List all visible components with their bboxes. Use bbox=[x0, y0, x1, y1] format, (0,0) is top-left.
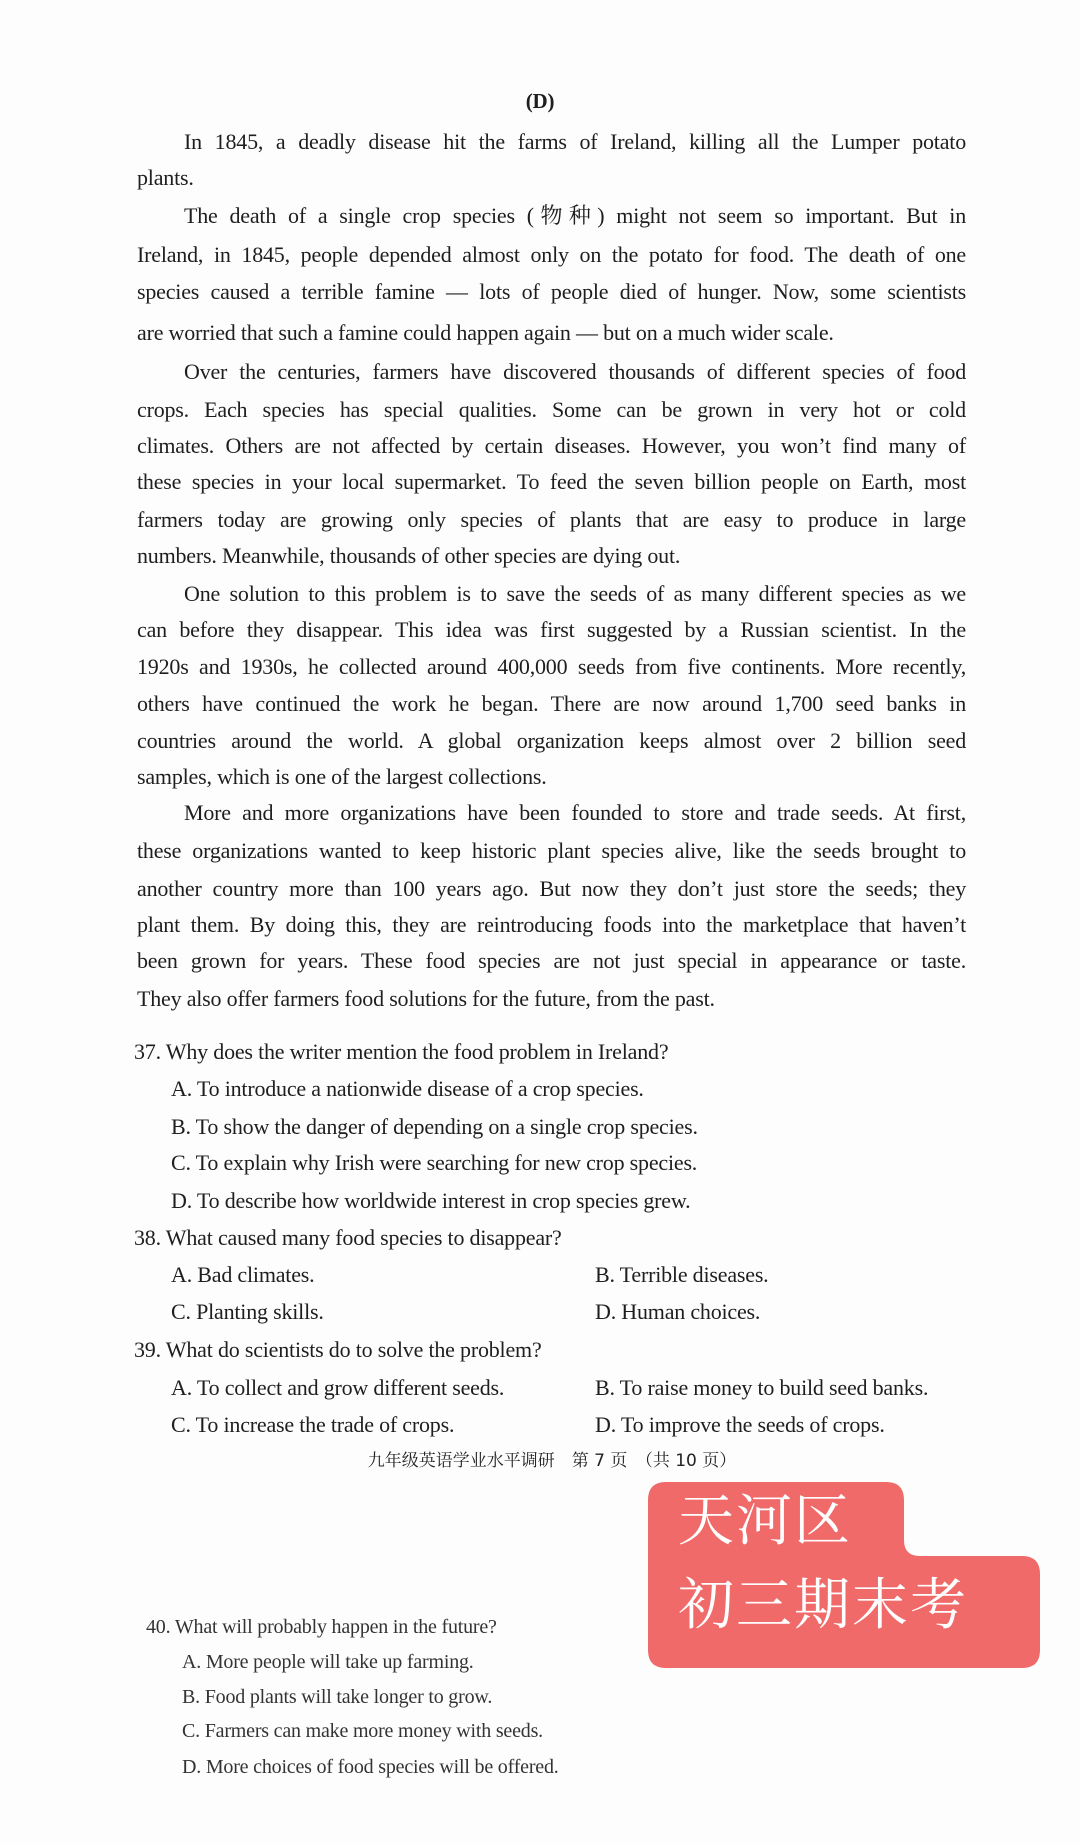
passage-line: More and more organizations have been founded to store and trade seeds. At first, bbox=[184, 800, 966, 825]
passage-line: crops. Each species has special qualities. Some can be grown in very hot or cold bbox=[137, 397, 966, 422]
passage-line: these species in your local supermarket. To feed the seven billion people on Earth, most bbox=[137, 469, 966, 494]
passage-line: species caused a terrible famine — lots of people died of hunger. Now, some scientists bbox=[137, 279, 966, 304]
answer-option: D. To describe how worldwide interest in crop species grew. bbox=[171, 1188, 691, 1213]
passage-line: climates. Others are not affected by certain diseases. However, you won’t find many of bbox=[137, 433, 966, 458]
answer-option: C. Planting skills. bbox=[171, 1299, 324, 1324]
answer-option: D. More choices of food species will be offered. bbox=[182, 1756, 559, 1778]
answer-option: A. More people will take up farming. bbox=[182, 1651, 474, 1673]
answer-option: A. Bad climates. bbox=[171, 1262, 315, 1287]
badge-line-1: 天河区 bbox=[678, 1489, 852, 1554]
answer-option: D. Human choices. bbox=[595, 1299, 761, 1324]
passage-line: been grown for years. These food species are not just special in appearance or taste. bbox=[137, 948, 966, 973]
watermark-badge bbox=[648, 1482, 1040, 1668]
page-footer: 九年级英语学业水平调研 第 7 页 （共 10 页） bbox=[367, 1451, 737, 1471]
badge-line-2: 初三期末考 bbox=[678, 1573, 968, 1638]
passage-line: One solution to this problem is to save the seeds of as many different species as we bbox=[184, 581, 966, 606]
question-stem: 39. What do scientists do to solve the problem? bbox=[134, 1337, 542, 1362]
answer-option: B. To raise money to build seed banks. bbox=[595, 1375, 929, 1400]
answer-option: A. To collect and grow different seeds. bbox=[171, 1375, 505, 1400]
passage-line: countries around the world. A global organization keeps almost over 2 billion seed bbox=[137, 728, 966, 753]
passage-line: plant them. By doing this, they are reintroducing foods into the marketplace that haven’t bbox=[137, 912, 966, 937]
answer-option: C. To increase the trade of crops. bbox=[171, 1412, 455, 1437]
passage-line: another country more than 100 years ago. But now they don’t just store the seeds; they bbox=[137, 876, 966, 901]
passage-line: plants. bbox=[137, 165, 194, 190]
passage-line: farmers today are growing only species of plants that are easy to produce in large bbox=[137, 507, 966, 532]
passage-line: The death of a single crop species (物种) might not seem so important. But in bbox=[184, 203, 966, 228]
passage-line: Ireland, in 1845, people depended almost only on the potato for food. The death of one bbox=[137, 242, 966, 267]
passage-line: samples, which is one of the largest collections. bbox=[137, 764, 547, 789]
passage-line: Over the centuries, farmers have discovered thousands of different species of food bbox=[184, 359, 966, 384]
passage-line: numbers. Meanwhile, thousands of other species are dying out. bbox=[137, 543, 681, 568]
passage-line: can before they disappear. This idea was first suggested by a Russian scientist. In the bbox=[137, 617, 966, 642]
passage-line: others have continued the work he began. There are now around 1,700 seed banks in bbox=[137, 691, 966, 716]
answer-option: B. Terrible diseases. bbox=[595, 1262, 769, 1287]
passage-line: 1920s and 1930s, he collected around 400,000 seeds from five continents. More recently, bbox=[137, 654, 966, 679]
passage-line: are worried that such a famine could happen again — but on a much wider scale. bbox=[137, 320, 834, 345]
answer-option: C. To explain why Irish were searching for new crop species. bbox=[171, 1150, 698, 1175]
question-stem: 40. What will probably happen in the future? bbox=[146, 1616, 497, 1638]
answer-option: B. To show the danger of depending on a single crop species. bbox=[171, 1114, 698, 1139]
answer-option: D. To improve the seeds of crops. bbox=[595, 1412, 885, 1437]
answer-option: A. To introduce a nationwide disease of a crop species. bbox=[171, 1076, 644, 1101]
answer-option: C. Farmers can make more money with seeds. bbox=[182, 1720, 543, 1742]
passage-line: these organizations wanted to keep historic plant species alive, like the seeds brought to bbox=[137, 838, 966, 863]
question-stem: 38. What caused many food species to disappear? bbox=[134, 1225, 562, 1250]
answer-option: B. Food plants will take longer to grow. bbox=[182, 1686, 493, 1708]
section-title: (D) bbox=[525, 89, 555, 113]
question-stem: 37. Why does the writer mention the food problem in Ireland? bbox=[134, 1039, 669, 1064]
passage-line: They also offer farmers food solutions for the future, from the past. bbox=[137, 986, 715, 1011]
passage-line: In 1845, a deadly disease hit the farms of Ireland, killing all the Lumper potato bbox=[184, 129, 966, 154]
